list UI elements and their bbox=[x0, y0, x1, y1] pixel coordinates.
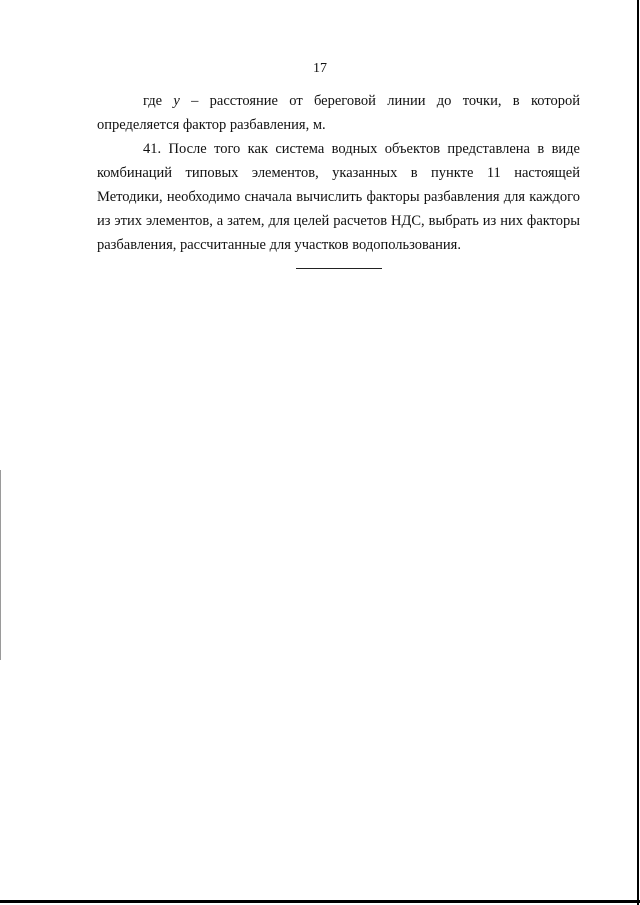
scan-edge-bottom bbox=[0, 900, 640, 903]
variable-y: y bbox=[173, 93, 180, 109]
paragraph-definition-rest: – расстояние от береговой линии до точки, в которой определяется фактор разбавления, м. bbox=[97, 93, 580, 133]
page-number: 17 bbox=[313, 61, 327, 76]
paragraph-41 bbox=[97, 137, 580, 257]
paragraph-definition-lead: где bbox=[143, 93, 174, 109]
scan-edge-right bbox=[637, 0, 639, 905]
paragraph-definition bbox=[97, 89, 580, 137]
scan-edge-left bbox=[0, 470, 1, 660]
paragraph-41-text: 41. После того как система водных объектов представлена в виде комбинаций типовых элементов, указанных в пункте 11 настоящей Методики, необходимо сначала вычислить факторы разбавления для каждого из этих элементов, а затем, для целей расчетов НДС, выбрать из них факторы разбавления, рассчитанные для участков водопользования. bbox=[97, 141, 580, 253]
end-of-text-rule bbox=[296, 268, 382, 269]
